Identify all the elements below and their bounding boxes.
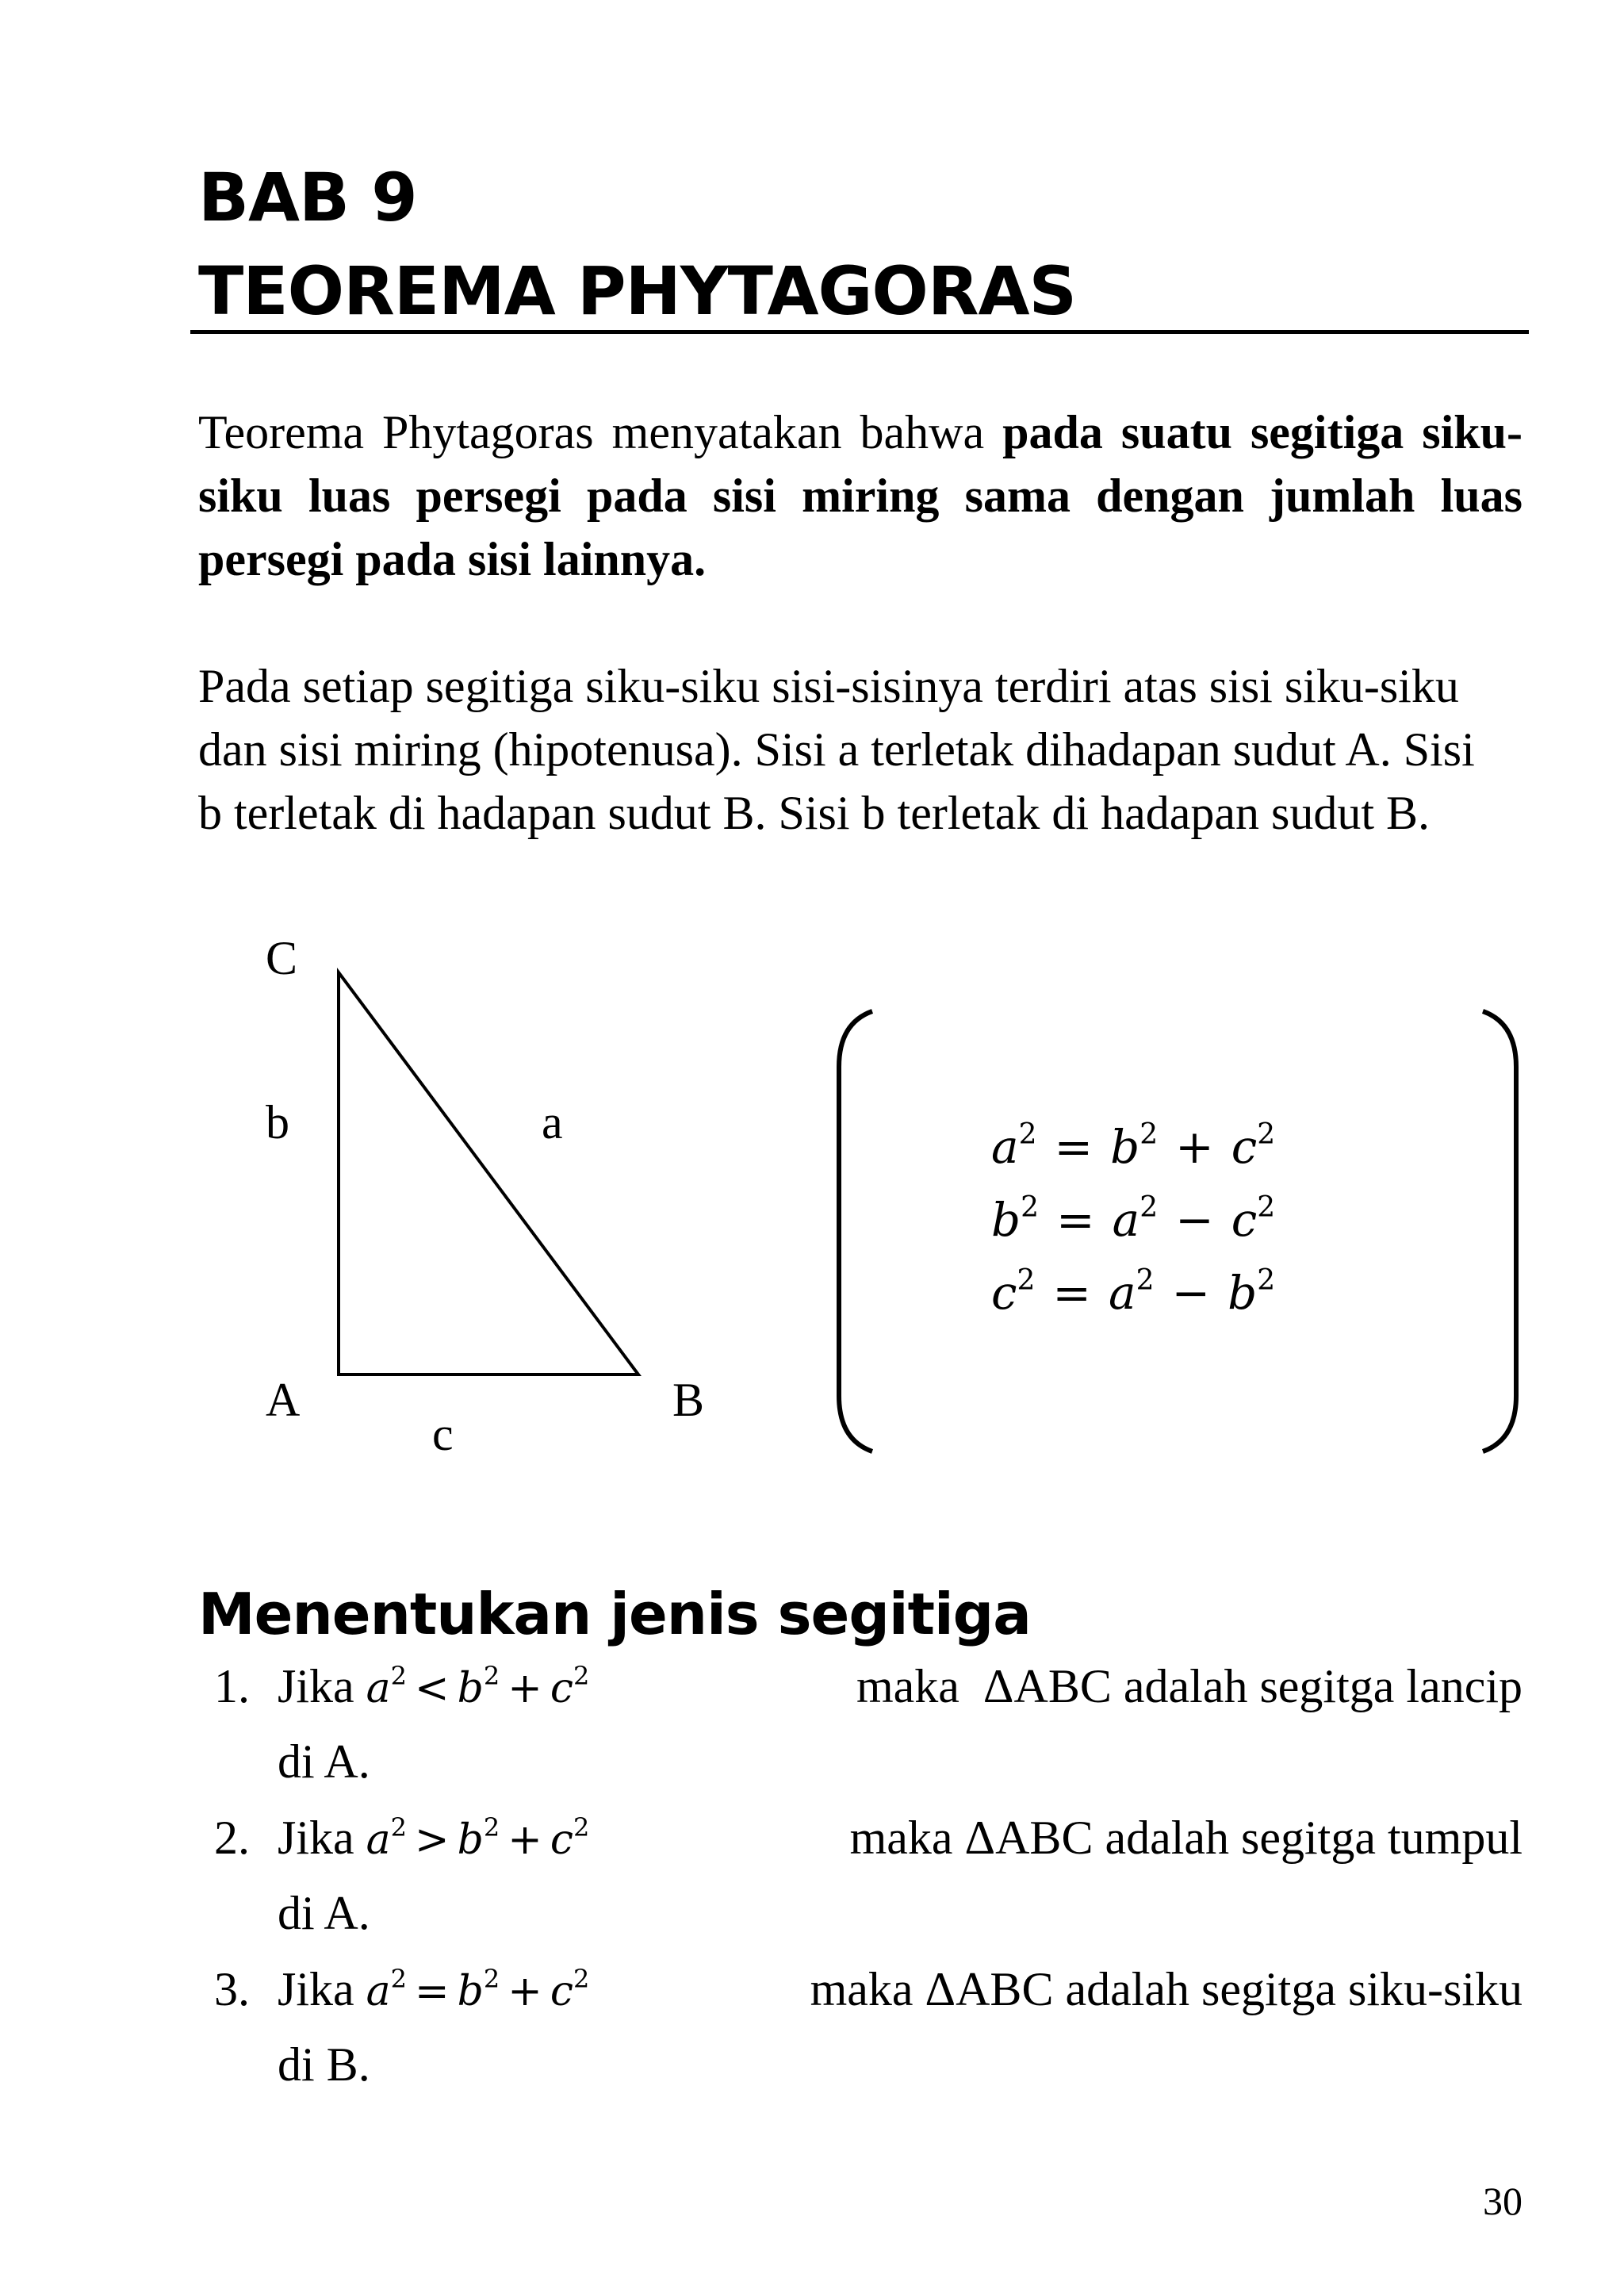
pythagoras-formulas bbox=[991, 1110, 1275, 1329]
description-paragraph: Pada setiap segitiga siku-siku sisi-sisinya terdiri atas sisi siku-siku dan sisi miring (hipotenusa). Sisi a terletak dihadapan sudut A. Sisi b terletak di hadapan sudut B. Sisi b terletak di hadapan sudut B. bbox=[198, 660, 1475, 839]
intro-text: Teorema Phytagoras menyatakan bahwa bbox=[198, 406, 1003, 458]
list-item-continuation: di A. bbox=[278, 1887, 370, 1939]
vertex-b-label: B bbox=[672, 1374, 705, 1426]
list-item-continuation: di B. bbox=[278, 2038, 370, 2091]
vertex-c-label: C bbox=[266, 932, 298, 984]
list-item: 3. Jika $a^2 = b^2 + c^2$ maka ΔABC adalah segitga siku-siku di B. bbox=[214, 1953, 1522, 2101]
side-b-label: b bbox=[266, 1096, 289, 1148]
right-triangle bbox=[339, 972, 638, 1375]
page-number: 30 bbox=[1483, 2179, 1522, 2223]
list-item-number: 3. bbox=[214, 1963, 250, 2015]
intro-bold-text: pada suatu segitiga siku-siku luas persegi pada sisi miring sama dengan jumlah luas persegi pada sisi lainnya. bbox=[198, 406, 1522, 585]
formula-right-bracket bbox=[1483, 1011, 1516, 1451]
chapter-title: TEOREMA PHYTAGORAS bbox=[198, 252, 1077, 330]
list-item: 2. Jika $a^2 > b^2 + c^2$ maka ΔABC adalah segitga tumpul di A. bbox=[214, 1801, 1522, 1950]
chapter-number: BAB 9 bbox=[198, 159, 417, 236]
list-item-number: 2. bbox=[214, 1812, 250, 1864]
list-item-text: maka ΔABC adalah segitga siku-siku bbox=[810, 1963, 1522, 2015]
vertex-a-label: A bbox=[266, 1374, 301, 1426]
triangle-type-list bbox=[214, 1650, 1522, 2104]
list-item-continuation: di A. bbox=[278, 1735, 370, 1788]
side-c-label: c bbox=[432, 1408, 454, 1460]
formula-line: $b^2 = a^2 - c^2$ bbox=[991, 1191, 1276, 1247]
list-item-text: maka ΔABC adalah segitga lancip bbox=[856, 1660, 1522, 1712]
section-heading: Menentukan jenis segitiga bbox=[198, 1581, 1031, 1647]
list-item-text: maka ΔABC adalah segitga tumpul bbox=[849, 1812, 1522, 1864]
side-a-label: a bbox=[542, 1096, 563, 1148]
list-item-number: 1. bbox=[214, 1660, 250, 1712]
list-item: 1. Jika $a^2 < b^2 + c^2$ maka ΔABC adalah segitga lancip di A. bbox=[214, 1650, 1522, 1798]
formula-line: $c^2 = a^2 - b^2$ bbox=[991, 1264, 1276, 1320]
formula-left-bracket bbox=[839, 1011, 872, 1451]
formula-line: $a^2 = b^2 + c^2$ bbox=[991, 1118, 1276, 1174]
